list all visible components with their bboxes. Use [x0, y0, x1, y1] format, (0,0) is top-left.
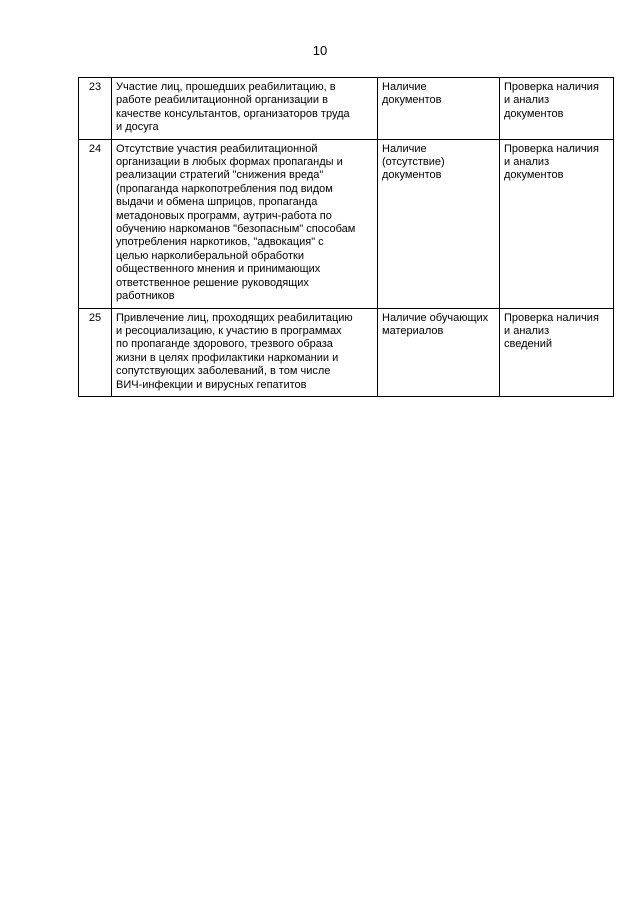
row-number: 24 — [79, 139, 112, 308]
row-number: 25 — [79, 308, 112, 396]
verification-method: Проверка наличия и анализ сведений — [500, 308, 614, 396]
page-number: 10 — [312, 43, 328, 58]
criterion-text: Привлечение лиц, проходящих реабилитацию и ресоциализацию, к участию в программах по пропаганде здорового, трезвого образа жизни в целях профилактики наркомании и сопутствующих заболеваний, в том числе ВИЧ-инфекции и вирусных гепатитов — [112, 308, 378, 396]
table-row — [79, 78, 614, 140]
criteria-table — [78, 77, 614, 397]
criterion-text: Участие лиц, прошедших реабилитацию, в работе реабилитационной организации в качестве консультантов, организаторов труда и досуга — [112, 78, 378, 140]
basis-text: Наличие (отсутствие) документов — [378, 139, 500, 308]
verification-method: Проверка наличия и анализ документов — [500, 78, 614, 140]
basis-text: Наличие документов — [378, 78, 500, 140]
basis-text: Наличие обучающих материалов — [378, 308, 500, 396]
verification-method: Проверка наличия и анализ документов — [500, 139, 614, 308]
row-number: 23 — [79, 78, 112, 140]
table-row — [79, 308, 614, 396]
criterion-text: Отсутствие участия реабилитационной организации в любых формах пропаганды и реализации стратегий "снижения вреда" (пропаганда наркопотребления под видом выдачи и обмена шприцов, пропаганда метадоновых программ, аутрич-работа по обучению наркоманов "безопасным" способам употребления наркотиков, "адвокация" с целью нарколиберальной обработки общественного мнения и принимающих ответственное решение руководящих работников — [112, 139, 378, 308]
table-row — [79, 139, 614, 308]
